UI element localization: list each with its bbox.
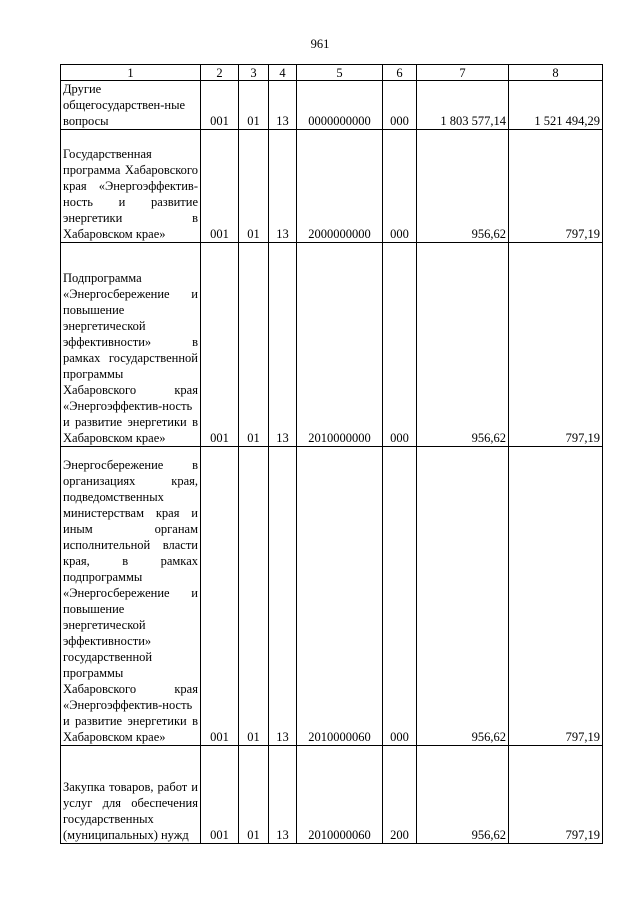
- row-code-section: 01: [239, 746, 269, 844]
- row-code-admin: 001: [201, 130, 239, 243]
- row-code-admin: 001: [201, 447, 239, 746]
- row-code-subsection: 13: [269, 746, 297, 844]
- header-cell: 7: [417, 65, 509, 81]
- row-code-target: 2010000060: [297, 746, 383, 844]
- header-cell: 5: [297, 65, 383, 81]
- row-amount-2: 797,19: [509, 746, 603, 844]
- row-amount-2: 797,19: [509, 447, 603, 746]
- row-code-target: 0000000000: [297, 81, 383, 130]
- row-code-expense: 000: [383, 447, 417, 746]
- row-name: Подпрограмма «Энергосбережение и повышение энергетической эффективности» в рамках государственной программы Хабаровского края «Энергоэффектив-ность и развитие энергетики в Хабаровском крае»: [61, 243, 201, 447]
- row-code-subsection: 13: [269, 243, 297, 447]
- row-name: Энергосбережение в организациях края, подведомственных министерствам края и иным органам исполнительной власти края, в рамках подпрограммы «Энергосбережение и повышение энергетической эффективности» государственной программы Хабаровского края «Энергоэффектив-ность и развитие энергетики в Хабаровском крае»: [61, 447, 201, 746]
- row-code-admin: 001: [201, 81, 239, 130]
- row-amount-1: 1 803 577,14: [417, 81, 509, 130]
- header-row: [61, 65, 603, 81]
- table-row: [61, 746, 603, 844]
- row-code-section: 01: [239, 447, 269, 746]
- row-amount-1: 956,62: [417, 447, 509, 746]
- row-code-subsection: 13: [269, 130, 297, 243]
- row-code-section: 01: [239, 130, 269, 243]
- row-code-section: 01: [239, 81, 269, 130]
- header-cell: 8: [509, 65, 603, 81]
- row-amount-2: 797,19: [509, 130, 603, 243]
- header-cell: 1: [61, 65, 201, 81]
- row-code-expense: 200: [383, 746, 417, 844]
- row-amount-1: 956,62: [417, 746, 509, 844]
- row-code-section: 01: [239, 243, 269, 447]
- row-code-target: 2010000000: [297, 243, 383, 447]
- row-name: Закупка товаров, работ и услуг для обеспечения государственных (муниципальных) нужд: [61, 746, 201, 844]
- table-row: [61, 243, 603, 447]
- row-code-admin: 001: [201, 243, 239, 447]
- row-name: Государственная программа Хабаровского края «Энергоэффектив-ность и развитие энергетики в Хабаровском крае»: [61, 130, 201, 243]
- row-code-subsection: 13: [269, 447, 297, 746]
- table-row: [61, 130, 603, 243]
- row-code-admin: 001: [201, 746, 239, 844]
- row-amount-2: 1 521 494,29: [509, 81, 603, 130]
- row-code-target: 2000000000: [297, 130, 383, 243]
- row-name: Другие общегосударствен-ные вопросы: [61, 81, 201, 130]
- row-code-target: 2010000060: [297, 447, 383, 746]
- table-row: [61, 81, 603, 130]
- header-cell: 3: [239, 65, 269, 81]
- row-amount-2: 797,19: [509, 243, 603, 447]
- row-amount-1: 956,62: [417, 243, 509, 447]
- row-code-expense: 000: [383, 130, 417, 243]
- row-code-expense: 000: [383, 81, 417, 130]
- budget-table: [60, 64, 603, 844]
- page-number: 961: [310, 37, 330, 51]
- header-cell: 2: [201, 65, 239, 81]
- row-code-expense: 000: [383, 243, 417, 447]
- table-row: [61, 447, 603, 746]
- row-amount-1: 956,62: [417, 130, 509, 243]
- header-cell: 6: [383, 65, 417, 81]
- header-cell: 4: [269, 65, 297, 81]
- row-code-subsection: 13: [269, 81, 297, 130]
